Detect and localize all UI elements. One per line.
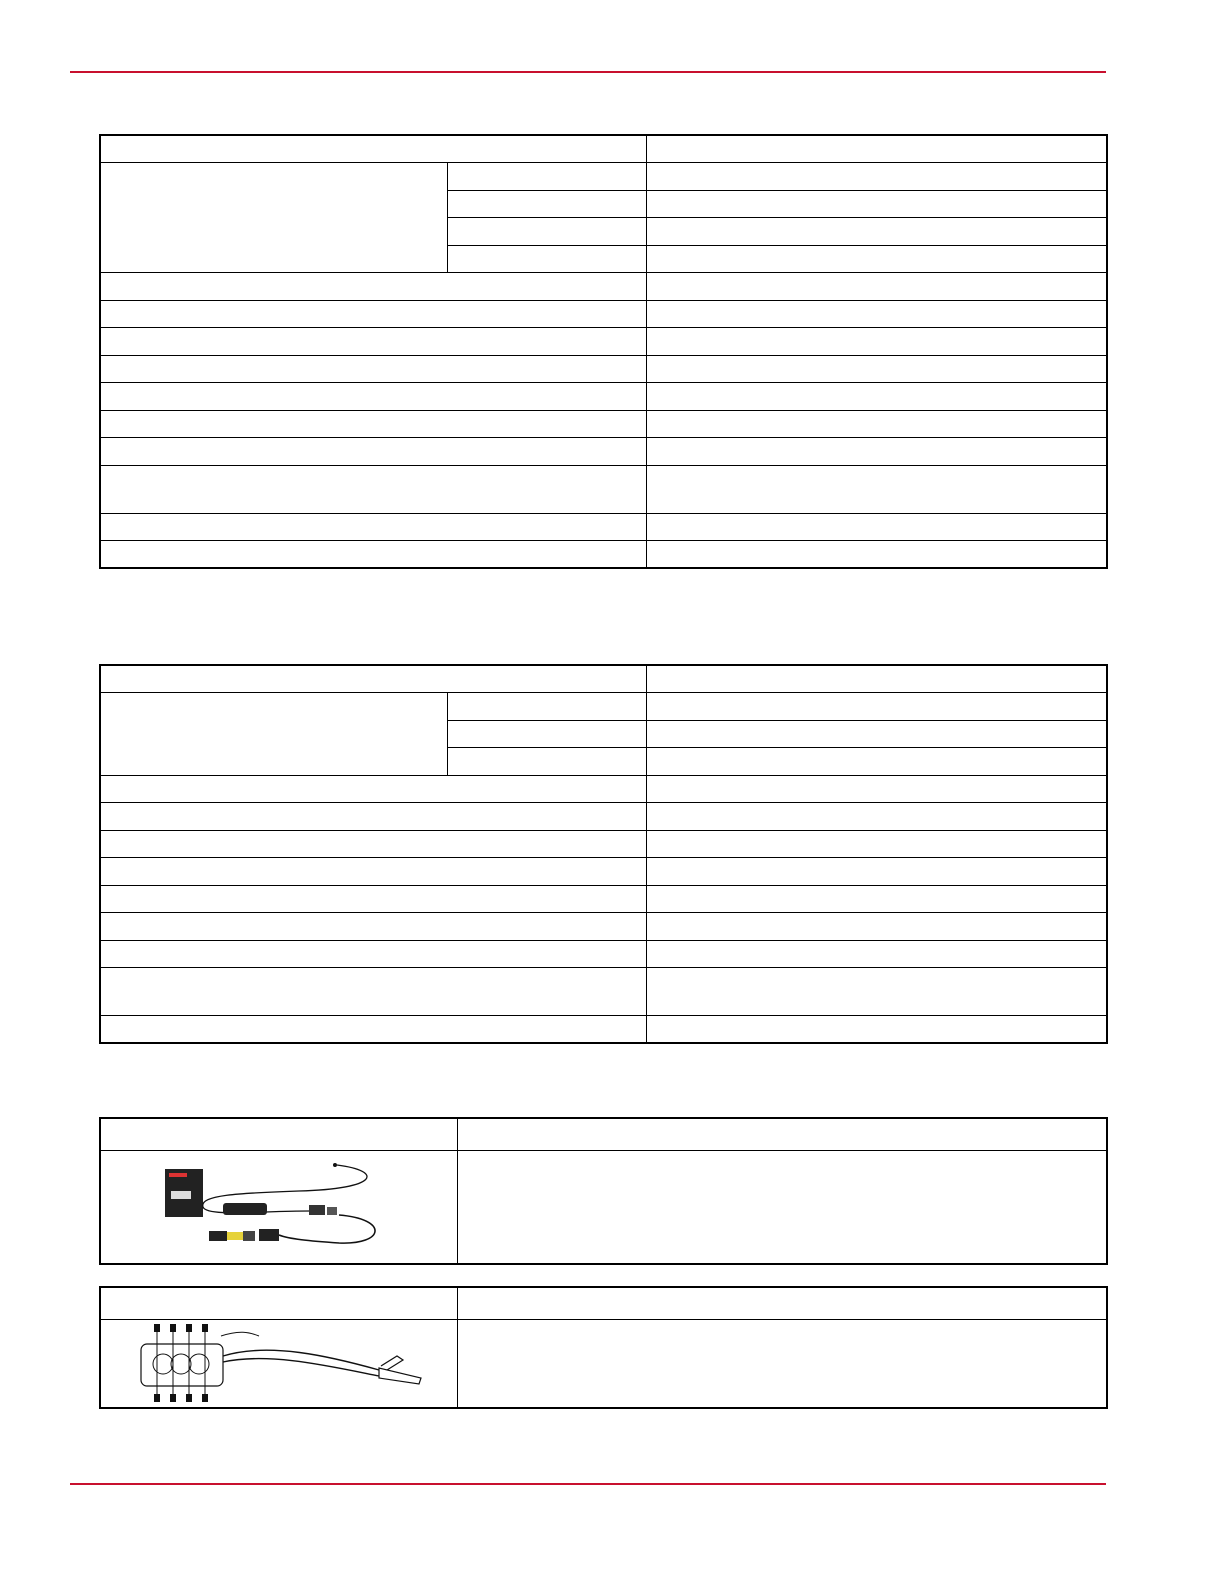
table-row bbox=[100, 1319, 1107, 1408]
header-rule bbox=[70, 71, 1106, 73]
table-row bbox=[100, 830, 1107, 858]
wiring-harness-kit-illustration bbox=[159, 1159, 399, 1255]
table-row bbox=[100, 885, 1107, 913]
table-row bbox=[100, 410, 1107, 438]
table-row bbox=[100, 328, 1107, 356]
table-row bbox=[100, 513, 1107, 541]
table-row bbox=[100, 803, 1107, 831]
spec-table-1 bbox=[99, 134, 1108, 569]
table-row bbox=[100, 858, 1107, 886]
table-header-row bbox=[100, 1118, 1107, 1150]
table-header-row bbox=[100, 665, 1107, 693]
clip-image-cell bbox=[100, 1319, 457, 1408]
table-row bbox=[100, 273, 1107, 301]
table-row bbox=[100, 438, 1107, 466]
table-row bbox=[100, 163, 1107, 191]
table-row bbox=[100, 541, 1107, 569]
table-header-row bbox=[100, 1287, 1107, 1319]
table-row bbox=[100, 913, 1107, 941]
spec-table-2 bbox=[99, 664, 1108, 1044]
tool-table-clip bbox=[99, 1286, 1108, 1409]
table-header-row bbox=[100, 135, 1107, 163]
kit-image-cell bbox=[100, 1150, 457, 1264]
table-row bbox=[100, 775, 1107, 803]
table-row bbox=[100, 355, 1107, 383]
multi-lead-clip-adapter-illustration bbox=[129, 1322, 429, 1404]
table-row bbox=[100, 1016, 1107, 1044]
table-row bbox=[100, 300, 1107, 328]
tool-table-kit bbox=[99, 1117, 1108, 1265]
footer-rule bbox=[70, 1483, 1106, 1485]
table-row bbox=[100, 465, 1107, 513]
table-row bbox=[100, 383, 1107, 411]
table-row bbox=[100, 968, 1107, 1016]
table-row bbox=[100, 1150, 1107, 1264]
table-row bbox=[100, 940, 1107, 968]
table-row bbox=[100, 693, 1107, 721]
